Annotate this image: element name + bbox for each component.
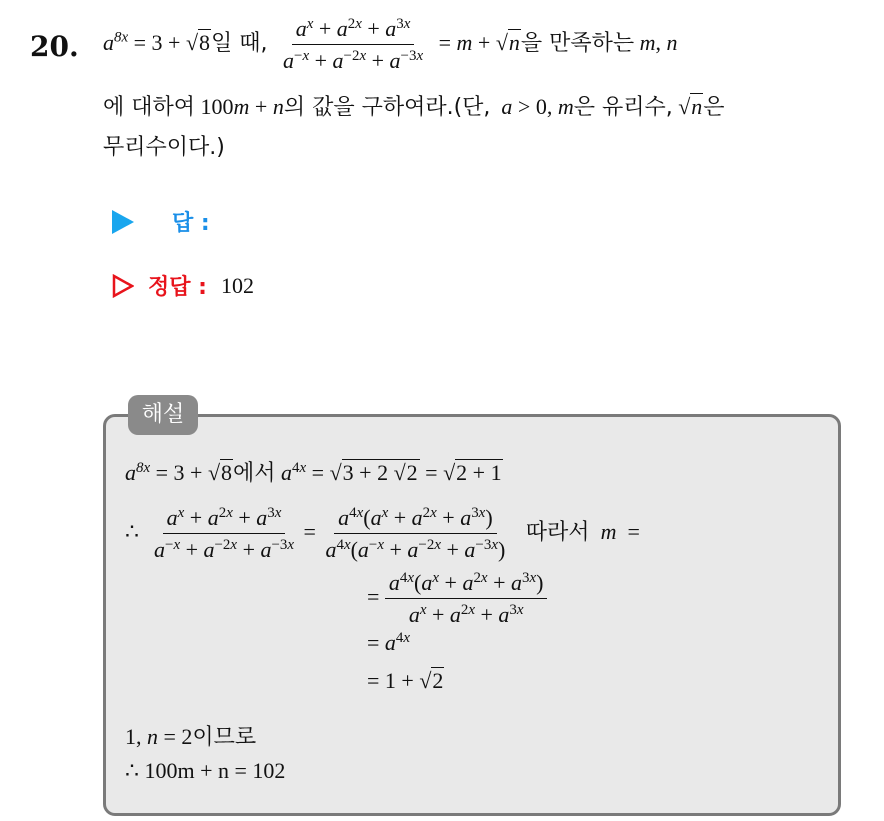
correct-answer-row bbox=[112, 270, 254, 301]
solution-line-4: = $a^{4x}$ bbox=[367, 629, 411, 655]
question-line-3: 무리수이다.) bbox=[103, 135, 225, 160]
correct-answer-label: 정답 : bbox=[148, 275, 207, 300]
question-text-satisfy: 을 만족하는 bbox=[520, 30, 635, 56]
question-fraction: $\frac{a^x + a^{2x} + a^{3x}}{a^{-x} + a^{-2x} + a^{-3x}}$ bbox=[283, 15, 424, 74]
answer-row bbox=[112, 206, 210, 237]
solution-text-since: 이므로 bbox=[192, 725, 257, 750]
question-text-irrational-a: 은 bbox=[703, 95, 725, 120]
question-line-2: 에 대하여 100m + n의 값을 구하여라.(단, a > 0, m은 유리수, √n은 bbox=[103, 94, 725, 120]
solution-text-therefore: 따라서 bbox=[525, 519, 590, 545]
answer-label: 답 : bbox=[172, 211, 210, 236]
question-text-for: 에 대하여 bbox=[103, 95, 196, 120]
question-number: 20. bbox=[30, 30, 79, 63]
question-line-1: $a^{8x} = 3 + √8$일 때, $\frac{a^x + a^{2x} + a^{3x}}{a^{-x} + a^{-2x} + a^{-3x}}$ = m + √n을 만족하는 m, n bbox=[103, 15, 678, 74]
solution-fraction-3: $\frac{a^{4x}(a^x + a^{2x} + a^{3x})}{a^x + a^{2x} + a^{3x}}$ bbox=[385, 570, 548, 628]
correct-answer-value: 102 bbox=[220, 272, 254, 298]
solution-line-1: $a^{8x} = 3 + √8$에서 $a^{4x} = √3 + 2$ √2 = √2 + 1 bbox=[125, 459, 502, 486]
outline-triangle-icon bbox=[112, 274, 134, 298]
play-triangle-icon bbox=[112, 210, 134, 234]
solution-text-in: 에서 bbox=[233, 461, 276, 486]
solution-fraction-2: $\frac{a^{4x}(a^x + a^{2x} + a^{3x})}{a^{4x}(a^{-x} + a^{-2x} + a^{-3x})}$ bbox=[325, 504, 506, 563]
solution-line-5: = 1 + √2 bbox=[367, 668, 444, 693]
solution-tab: 해설 bbox=[128, 395, 198, 435]
question-text-rational: 은 유리수, bbox=[573, 95, 673, 120]
solution-line-3: = $\frac{a^{4x}(a^x + a^{2x} + a^{3x})}{a^x + a^{2x} + a^{3x}}$ bbox=[367, 570, 547, 628]
solution-line-6: 1, n = 2이므로 bbox=[125, 724, 257, 750]
question-text-when: 일 때, bbox=[211, 30, 268, 56]
solution-line-2: ∴ $\frac{a^x + a^{2x} + a^{3x}}{a^{-x} + a^{-2x} + a^{-3x}}$ = $\frac{a^{4x}(a^x + a^{2x} + a^{3x})}{a^{4x}(a^{-x} + a^{-2x} + a^{-3x})}$ 따라서 m = bbox=[125, 504, 640, 563]
question-text-value: 의 값을 구하여라.(단, bbox=[283, 95, 491, 120]
solution-fraction-1: $\frac{a^x + a^{2x} + a^{3x}}{a^{-x} + a^{-2x} + a^{-3x}}$ bbox=[154, 504, 295, 563]
solution-final: ∴ 100m + n = 102 bbox=[125, 758, 286, 783]
